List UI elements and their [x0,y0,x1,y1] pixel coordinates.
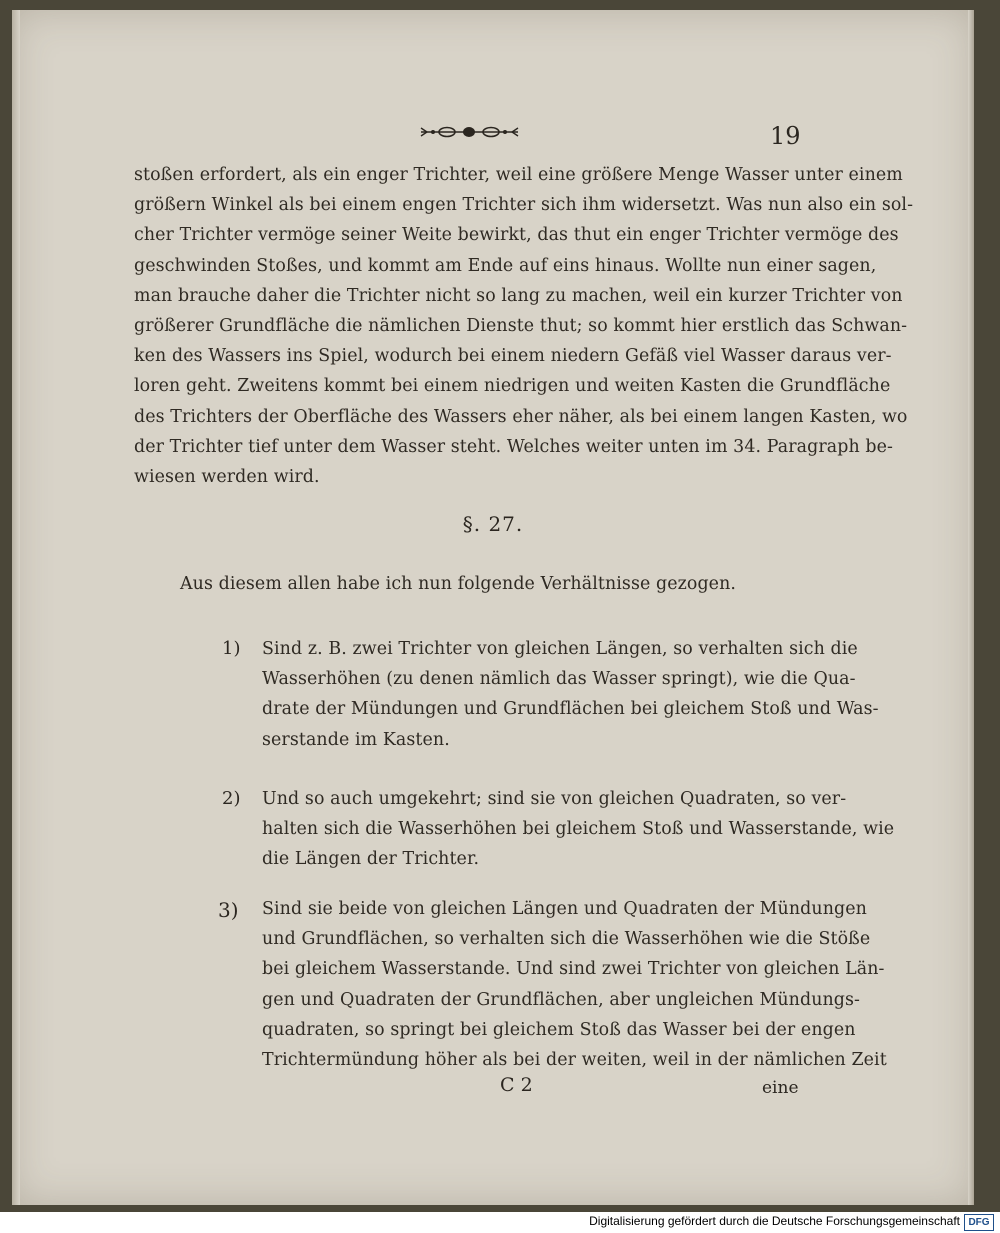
paragraph-line: cher Trichter vermöge seiner Weite bewirkt, das thut ein enger Trichter vermöge des [134,225,899,246]
section-heading: §. 27. [462,512,524,536]
paragraph-line: geschwinden Stoßes, und kommt am Ende auf eins hinaus. Wollte nun einer sagen, [134,255,877,276]
paragraph-line: wiesen werden wird. [134,467,320,488]
list-item-line: quadraten, so springt bei gleichem Stoß das Wasser bei der engen [262,1019,856,1040]
intro-line: Aus diesem allen habe ich nun folgende Verhältnisse gezogen. [180,574,736,594]
page-number: 19 [770,122,801,150]
book-page [12,10,974,1205]
list-item-line: Trichtermündung höher als bei der weiten, weil in der nämlichen Zeit [262,1050,887,1071]
paragraph-line: man brauche daher die Trichter nicht so lang zu machen, weil ein kurzer Trichter von [134,285,903,306]
paragraph-line: größern Winkel als bei einem engen Trichter sich ihm widersetzt. Was nun also ein sol- [134,195,914,216]
ornament-icon [417,122,522,142]
page-edge-left [12,10,20,1205]
list-item-line: halten sich die Wasserhöhen bei gleichem Stoß und Wasserstande, wie [262,819,895,840]
list-item-line: und Grundflächen, so verhalten sich die Wasserhöhen wie die Stöße [262,929,871,950]
list-item-line: Sind z. B. zwei Trichter von gleichen Längen, so verhalten sich die [262,639,858,659]
paragraph-line: des Trichters der Oberfläche des Wassers eher näher, als bei einem langen Kasten, wo [134,406,908,427]
list-item-line: die Längen der Trichter. [262,849,480,870]
paragraph-line: stoßen erfordert, als ein enger Trichter, weil eine größere Menge Wasser unter einem [134,165,903,185]
list-item-line: Sind sie beide von gleichen Längen und Quadraten der Mündungen [262,899,867,919]
list-item-line: Wasserhöhen (zu denen nämlich das Wasser springt), wie die Qua- [262,669,856,690]
list-item [262,634,879,755]
paragraph [134,160,914,492]
signature-mark: C 2 [500,1074,533,1096]
list-item [262,784,895,875]
list-number: 1) [222,638,241,659]
list-item-line: bei gleichem Wasserstande. Und sind zwei Trichter von gleichen Län- [262,959,885,980]
list-item [262,894,887,1075]
list-item-line: gen und Quadraten der Grundflächen, aber ungleichen Mündungs- [262,989,861,1010]
list-item-line: serstande im Kasten. [262,729,450,750]
page-edge-right [968,10,974,1205]
dfg-logo-icon: DFG [964,1214,994,1231]
list-item-line: drate der Mündungen und Grundflächen bei gleichem Stoß und Was- [262,699,879,720]
catchword: eine [762,1078,799,1098]
paragraph-line: ken des Wassers ins Spiel, wodurch bei einem niedern Gefäß viel Wasser daraus ver- [134,346,892,367]
footer-credit: Digitalisierung gefördert durch die Deutsche Forschungsgemeinschaft [589,1214,960,1228]
list-item-line: Und so auch umgekehrt; sind sie von gleichen Quadraten, so ver- [262,789,847,809]
paragraph-line: größerer Grundfläche die nämlichen Dienste thut; so kommt hier erstlich das Schwan- [134,316,908,337]
footer-bar [0,1212,1000,1233]
paragraph-line: der Trichter tief unter dem Wasser steht. Welches weiter unten im 34. Paragraph be- [134,436,894,457]
list-number: 2) [222,788,241,809]
paragraph-line: loren geht. Zweitens kommt bei einem niedrigen und weiten Kasten die Grundfläche [134,376,891,397]
list-number: 3) [218,898,239,922]
